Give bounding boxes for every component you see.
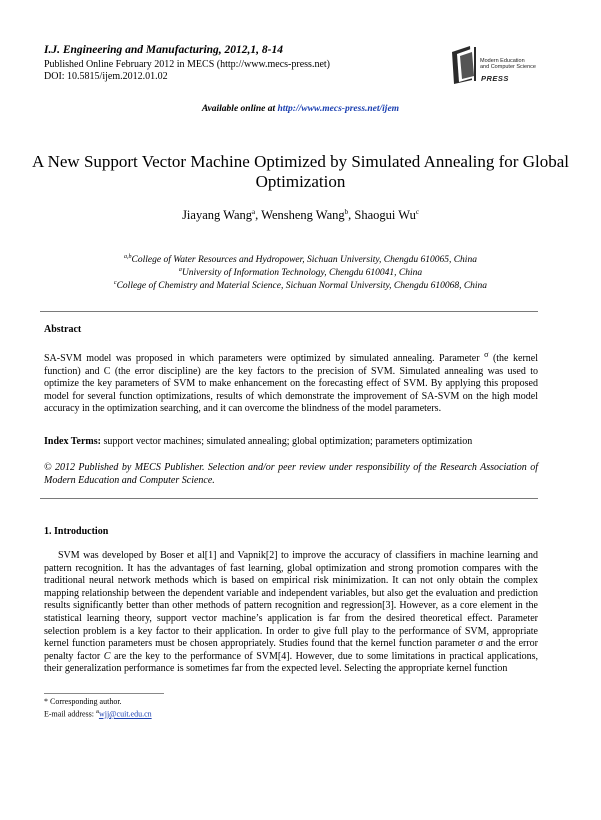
affiliation: $^a$University of Information Technology, Chengdu 610041, China xyxy=(178,267,423,279)
email-line: E-mail address: $^a$wjj@cuit.edu.cn xyxy=(44,708,152,719)
publication-info: Published Online February 2012 in MECS (http://www.mecs-press.net) xyxy=(44,59,330,70)
paper-title: A New Support Vector Machine Optimized by Simulated Annealing for Global Optimization xyxy=(32,152,569,191)
abstract-text: SA-SVM model was proposed in which parameters were optimized by simulated annealing. Parameter $^\sigma$ (the kernel function) and C (the error discipline) are the key factors to the precision of SVM. Simulated annealing was used to optimize the key parameters of SVM to make enhancement on the forecasting effect of SVM. By applying this proposed model for several function optimizations, results of which demonstrate the improvement of SA-SVM on the high model accuracy in the optimization searching, and it can overcome the blindness of the model parameters. xyxy=(44,350,539,415)
author: Shaogui Wu xyxy=(354,208,416,223)
journal-title: I.J. Engineering and Manufacturing, 2012,1, 8-14 xyxy=(44,44,283,56)
section-heading: 1. Introduction xyxy=(44,526,109,537)
corresponding-author: * Corresponding author. xyxy=(44,697,122,706)
divider xyxy=(40,498,538,499)
doi: DOI: 10.5815/ijem.2012.01.02 xyxy=(44,71,168,82)
affiliation: $^c$College of Chemistry and Material Science, Sichuan Normal University, Chengdu 610068, China xyxy=(113,280,488,292)
affiliation: $^{a,b}$College of Water Resources and Hydropower, Sichuan University, Chengdu 610065, China xyxy=(124,254,477,266)
publisher-name: Modern Education and Computer Science xyxy=(480,58,536,70)
divider xyxy=(40,311,538,312)
copyright-notice: © 2012 Published by MECS Publisher. Selection and/or peer review under responsibility of the Research Association of Modern Education and Computer Science. xyxy=(44,462,538,486)
author: Jiayang Wang xyxy=(182,208,252,223)
introduction-text: SVM was developed by Boser et al[1] and Vapnik[2] to improve the accuracy of classifiers in machine learning and pattern recognition. It has the advantages of fast learning, global optimization and strong promotion compares with the traditional neural network methods which is based on empirical risk minimization. It can not only obtain the complex mapping relationship between the dependent variable and independent variables, but also get the evaluation and prediction results significantly better than other methods of pattern recognition and regression[3]. However, as a core element in the statistical learning theory, support vector machine’s application is far from the desired theoretical effect. Parameter selection problem is a key factor to their application. In order to give full play to the performance of SVM, appropriate kernel function parameters must be chosen appropriately. Studies found that the kernel function parameter σ and the error penalty factor C are the key to the performance of SVM[4]. However, due to some limitations in practical applications, their generalization performance is sometimes far from the expected level. Selecting the appropriate kernel function xyxy=(44,550,539,675)
author-list: Jiayang Wang$^a$, Wensheng Wang$^b$, Shaogui Wu$^c$ xyxy=(182,208,419,223)
publisher-press: PRESS xyxy=(481,74,509,83)
footnote-divider xyxy=(44,693,164,694)
journal-link[interactable]: http://www.mecs-press.net/ijem xyxy=(277,104,400,114)
index-terms: Index Terms: support vector machines; simulated annealing; global optimization; parameters optimization xyxy=(44,436,473,447)
author: Wensheng Wang xyxy=(261,208,345,223)
available-online: Available online at http://www.mecs-press.net/ijem xyxy=(201,104,400,114)
abstract-heading: Abstract xyxy=(44,324,82,335)
email-link[interactable]: wjj@cuit.edu.cn xyxy=(98,709,152,719)
